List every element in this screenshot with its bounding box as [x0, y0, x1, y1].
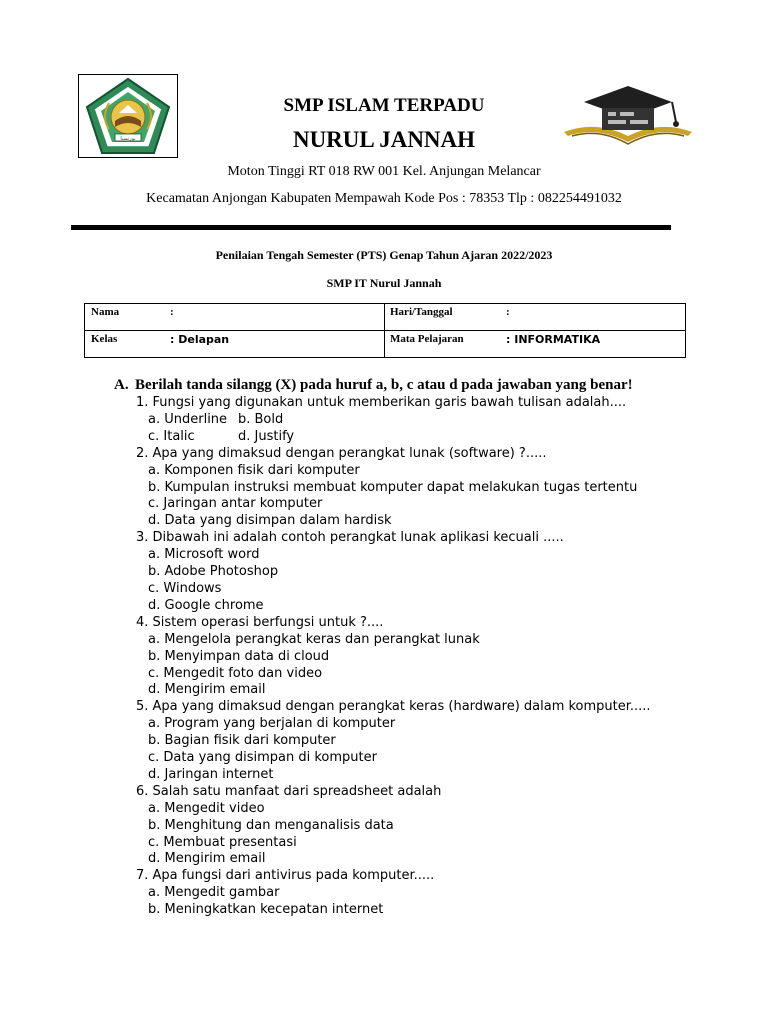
option-6a: a. Mengedit video [148, 800, 265, 816]
section-a-heading [114, 377, 633, 394]
school-name-line1: SMP ISLAM TERPADU [283, 95, 485, 116]
logo-arabic-text: بورنسيا [120, 136, 136, 142]
kelas-value: : Delapan [170, 333, 230, 346]
question-2: 2. Apa yang dimaksud dengan perangkat lunak (software) ?..... [136, 445, 547, 461]
option-3a: a. Microsoft word [148, 547, 260, 563]
identity-table [84, 303, 686, 358]
option-5d: d. Jaringan internet [148, 766, 274, 782]
question-3: 3. Dibawah ini adalah contoh perangkat lunak aplikasi kecuali ..... [136, 530, 564, 546]
option-4a: a. Mengelola perangkat keras dan perangkat lunak [148, 631, 480, 647]
option-5c: c. Data yang disimpan di komputer [148, 750, 377, 766]
option-5b: b. Bagian fisik dari komputer [148, 733, 336, 749]
school-address-line2: Kecamatan Anjongan Kabupaten Mempawah Kode Pos : 78353 Tlp : 082254491032 [146, 191, 622, 206]
option-1a: a. Underline [148, 411, 228, 427]
option-2d: d. Data yang disimpan dalam hardisk [148, 513, 392, 529]
option-3d: d. Google chrome [148, 597, 264, 613]
option-row [136, 412, 736, 429]
option-7b: b. Meningkatkan kecepatan internet [148, 902, 384, 918]
exam-school: SMP IT Nurul Jannah [326, 276, 442, 290]
option-4c: c. Mengedit foto dan video [148, 665, 323, 681]
option-1c: c. Italic [148, 428, 195, 444]
school-name-line2: NURUL JANNAH [292, 127, 476, 152]
kelas-label: Kelas [91, 333, 118, 345]
option-1b: b. Bold [238, 411, 284, 427]
option-6c: c. Membuat presentasi [148, 834, 297, 850]
question-6: 6. Salah satu manfaat dari spreadsheet adalah [136, 783, 442, 799]
question-5: 5. Apa yang dimaksud dengan perangkat keras (hardware) dalam komputer..... [136, 699, 651, 715]
question-4: 4. Sistem operasi berfungsi untuk ?.... [136, 614, 384, 630]
option-3b: b. Adobe Photoshop [148, 564, 279, 580]
question-1: 1. Fungsi yang digunakan untuk memberikan garis bawah tulisan adalah.... [136, 395, 627, 410]
hari-tanggal-label: Hari/Tanggal [390, 306, 453, 318]
option-row [136, 429, 736, 446]
option-2c: c. Jaringan antar komputer [148, 496, 323, 512]
option-4b: b. Menyimpan data di cloud [148, 648, 330, 664]
mata-pelajaran-value: : INFORMATIKA [506, 333, 601, 346]
section-instruction: Berilah tanda silangg (X) pada huruf a, b, c atau d pada jawaban yang benar! [135, 377, 633, 393]
header-divider [71, 225, 671, 230]
question-list [136, 395, 736, 919]
option-6b: b. Menghitung dan menganalisis data [148, 817, 394, 833]
option-3c: c. Windows [148, 580, 222, 596]
table-divider-horizontal [85, 330, 685, 331]
question-7: 7. Apa fungsi dari antivirus pada komputer..... [136, 868, 435, 884]
option-5a: a. Program yang berjalan di komputer [148, 716, 396, 732]
hari-tanggal-separator: : [506, 306, 510, 318]
nama-separator: : [170, 306, 174, 318]
option-2b: b. Kumpulan instruksi membuat komputer dapat melakukan tugas tertentu [148, 479, 638, 495]
option-2a: a. Komponen fisik dari komputer [148, 462, 360, 478]
option-1d: d. Justify [238, 428, 295, 444]
school-address-line1: Moton Tinggi RT 018 RW 001 Kel. Anjungan Melancar [227, 164, 541, 179]
nama-label: Nama [91, 306, 120, 318]
option-4d: d. Mengirim email [148, 682, 266, 698]
section-letter: A. [114, 377, 129, 393]
mata-pelajaran-label: Mata Pelajaran [390, 333, 464, 345]
option-7a: a. Mengedit gambar [148, 885, 280, 901]
option-6d: d. Mengirim email [148, 851, 266, 867]
exam-title: Penilaian Tengah Semester (PTS) Genap Tahun Ajaran 2022/2023 [215, 248, 553, 262]
